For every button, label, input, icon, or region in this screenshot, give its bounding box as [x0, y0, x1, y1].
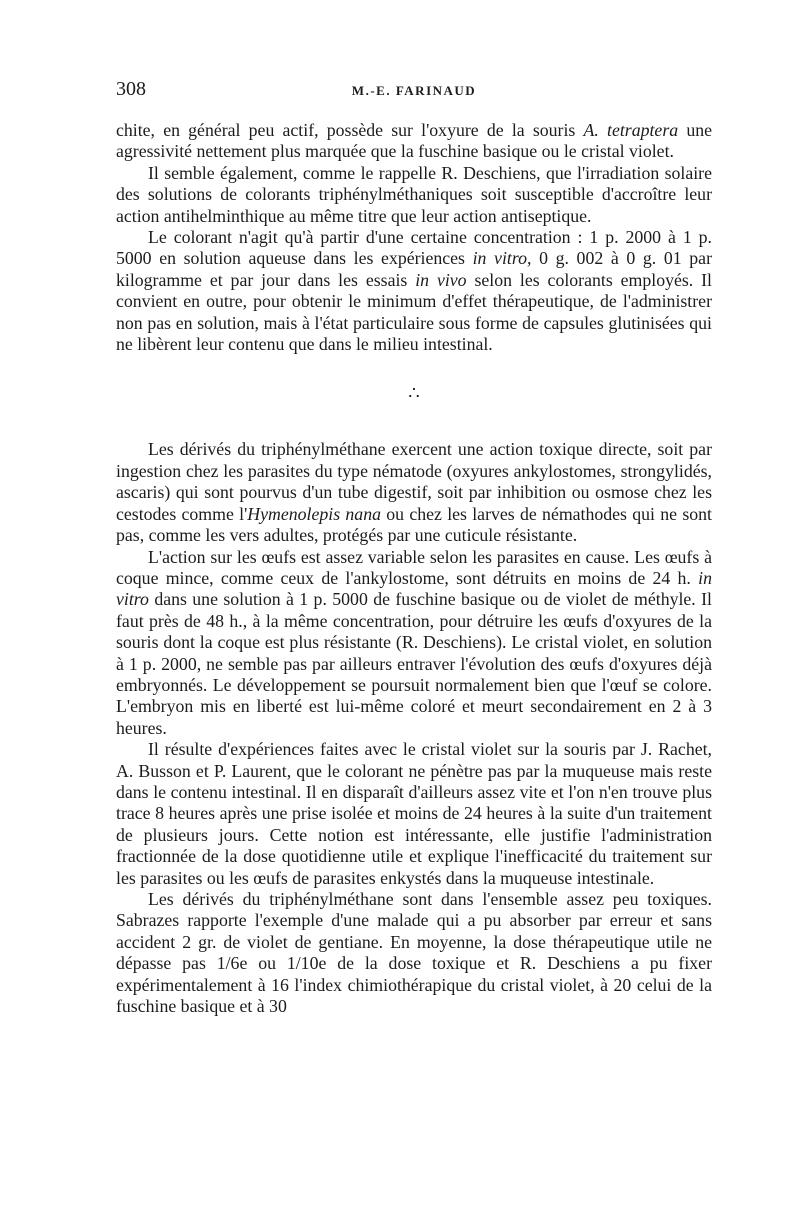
- page-number: 308: [116, 78, 146, 100]
- paragraph-4: Les dérivés du triphénylméthane exercent une action toxique directe, soit par ingestion chez les parasites du type nématode (oxyures ankylostomes, strongylidés, ascaris) qui sont pourvus d'un tube digestif, soit par inhibition ou osmose chez les cestodes comme l'Hymenolepis nana ou chez les larves de némathodes qui ne sont pas, comme les vers adultes, protégés par une cuticule résistante.: [116, 439, 712, 546]
- page-header: [116, 78, 712, 104]
- paragraph-1: chite, en général peu actif, possède sur l'oxyure de la souris A. tetraptera une agressivité nettement plus marquée que la fuschine basique ou le cristal violet.: [116, 120, 713, 162]
- species-name: A. tetraptera: [583, 120, 679, 140]
- paragraph-3: Le colorant n'agit qu'à partir d'une certaine concentration : 1 p. 2000 à 1 p. 5000 en solution aqueuse dans les expériences in vitro, 0 g. 002 à 0 g. 01 par kilogramme et par jour dans les essais in vivo selon les colorants employés. Il convient en outre, pour obtenir le minimum d'effet thérapeutique, de l'administrer non pas en solution, mais à l'état particulaire sous forme de capsules glutinisées qui ne libèrent leur contenu que dans le milieu intestinal.: [116, 227, 712, 355]
- paragraph-5: L'action sur les œufs est assez variable selon les parasites en cause. Les œufs à coque mince, comme ceux de l'ankylostome, sont détruits en moins de 24 h. in vitro dans une solution à 1 p. 5000 de fuschine basique ou de violet de méthyle. Il faut près de 48 h., à la même concentration, pour détruire les œufs d'oxyures de la souris dont la coque est plus résistante (R. Deschiens). Le cristal violet, en solution à 1 p. 2000, ne semble pas par ailleurs entraver l'évolution des œufs d'oxyures déjà embryonnés. Le développement se poursuit normalement bien que l'œuf se colore. L'embryon mis en liberté est lui-même coloré et meurt secondairement en 2 à 3 heures.: [116, 546, 712, 738]
- section-separator: ∴: [408, 383, 420, 404]
- paragraph-2: Il semble également, comme le rappelle R. Deschiens, que l'irradiation solaire des solutions de colorants triphénylméthaniques soit susceptible d'accroître leur action antihelminthique au même titre que leur action antiseptique.: [116, 162, 712, 226]
- paragraph-6: Il résulte d'expériences faites avec le cristal violet sur la souris par J. Rachet, A. Busson et P. Laurent, que le colorant ne pénètre pas par la muqueuse mais reste dans le contenu intestinal. Il en disparaît d'ailleurs assez vite et l'on n'en trouve plus trace 8 heures après une prise isolée et moins de 24 heures à la suite d'un traitement de plusieurs jours. Cette notion est intéressante, elle justifie l'administration fractionnée de la dose quotidienne utile et explique l'inefficacité du traitement sur les parasites ou les œufs de parasites enkystés dans la muqueuse intestinale.: [116, 739, 712, 888]
- running-title: M.-E. FARINAUD: [351, 83, 477, 98]
- body-text: [116, 120, 712, 1017]
- paragraph-7: Les dérivés du triphénylméthane sont dans l'ensemble assez peu toxiques. Sabrazes rapporte l'exemple d'une malade qui a pu absorber par erreur et sans accident 2 gr. de violet de gentiane. En moyenne, la dose thérapeutique utile ne dépasse pas 1/6e ou 1/10e de la dose toxique et R. Deschiens a pu fixer expérimentalement à 16 l'index chimiothérapique du cristal violet, à 20 celui de la fuschine basique et à 30: [116, 889, 712, 1017]
